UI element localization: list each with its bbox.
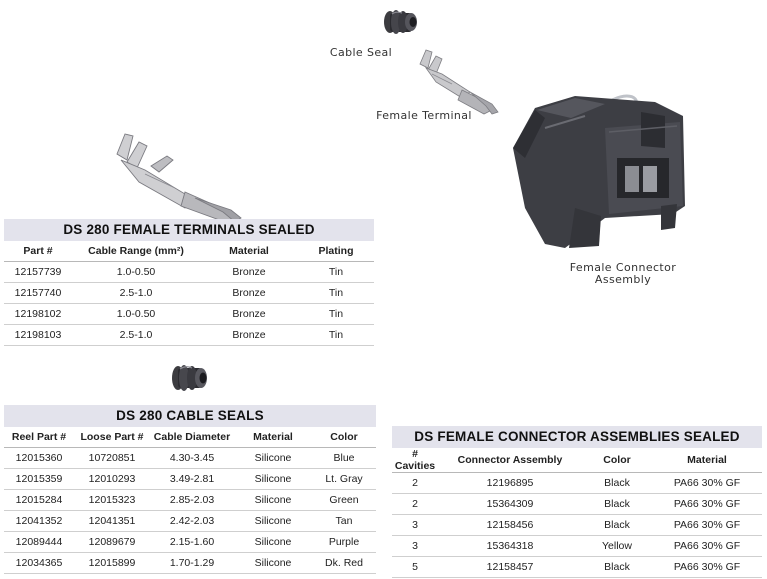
cable-seal-caption: Cable Seal <box>329 46 393 59</box>
cell: Silicone <box>234 553 312 574</box>
cell: 12158457 <box>438 557 582 578</box>
cell: 12157739 <box>4 262 72 283</box>
connector-assemblies-header-row <box>392 448 762 473</box>
cell: 15364309 <box>438 494 582 515</box>
cell: 12089679 <box>74 532 150 553</box>
cell: Bronze <box>200 304 298 325</box>
cell: 2 <box>392 494 438 515</box>
terminals-table-title: DS 280 FEMALE TERMINALS SEALED <box>4 219 374 241</box>
cable-seals-header-row <box>4 427 376 448</box>
cell: 12015899 <box>74 553 150 574</box>
cell: Tan <box>312 511 376 532</box>
cell: Black <box>582 473 652 494</box>
cell: 12015360 <box>4 448 74 469</box>
cell: 2.5-1.0 <box>72 283 200 304</box>
cell: 1.70-1.29 <box>150 553 234 574</box>
cell: 12198103 <box>4 325 72 346</box>
cell: Silicone <box>234 490 312 511</box>
header-material: Material <box>200 241 298 262</box>
cell: PA66 30% GF <box>652 494 762 515</box>
female-terminal-large-image <box>105 126 255 224</box>
cell: 5 <box>392 557 438 578</box>
cell: Silicone <box>234 511 312 532</box>
header-loose-part: Loose Part # <box>74 427 150 448</box>
cell: 12089444 <box>4 532 74 553</box>
table-row <box>4 448 376 469</box>
cell: Tin <box>298 325 374 346</box>
cell: 12198102 <box>4 304 72 325</box>
cell: Black <box>582 557 652 578</box>
cell: 2.85-2.03 <box>150 490 234 511</box>
table-row <box>392 473 762 494</box>
cell: Tin <box>298 283 374 304</box>
cell: 2.15-1.60 <box>150 532 234 553</box>
cell: 12196895 <box>438 473 582 494</box>
female-connector-assembly-caption-line1: Female Connector <box>569 261 677 274</box>
header-part: Part # <box>4 241 72 262</box>
cell: 3 <box>392 536 438 557</box>
cell: Tin <box>298 262 374 283</box>
cell: Bronze <box>200 325 298 346</box>
header-cable-diameter: Cable Diameter <box>150 427 234 448</box>
cell: PA66 30% GF <box>652 515 762 536</box>
cell: 3.49-2.81 <box>150 469 234 490</box>
table-row <box>4 553 376 574</box>
header-cavities: # Cavities <box>392 448 438 473</box>
female-connector-assembly-caption-line2: Assembly <box>594 273 652 286</box>
cell: PA66 30% GF <box>652 536 762 557</box>
cell: 12158456 <box>438 515 582 536</box>
cell: 4.30-3.45 <box>150 448 234 469</box>
cell: Silicone <box>234 448 312 469</box>
header-color: Color <box>582 448 652 473</box>
cell: 10720851 <box>74 448 150 469</box>
cell: Black <box>582 515 652 536</box>
cell: Bronze <box>200 283 298 304</box>
table-row <box>4 511 376 532</box>
connector-assemblies-table-title: DS FEMALE CONNECTOR ASSEMBLIES SEALED <box>392 426 762 448</box>
cell: 15364318 <box>438 536 582 557</box>
cell: 1.0-0.50 <box>72 304 200 325</box>
cell: 2 <box>392 473 438 494</box>
table-row <box>392 557 762 578</box>
female-connector-assembly-image <box>505 88 695 256</box>
cell: 12010293 <box>74 469 150 490</box>
cell: Lt. Gray <box>312 469 376 490</box>
table-row <box>4 532 376 553</box>
cell: 12157740 <box>4 283 72 304</box>
cell: 12034365 <box>4 553 74 574</box>
cell: Silicone <box>234 532 312 553</box>
header-reel-part: Reel Part # <box>4 427 74 448</box>
cell: Green <box>312 490 376 511</box>
cell: PA66 30% GF <box>652 473 762 494</box>
table-row <box>4 283 374 304</box>
connector-assemblies-table <box>392 426 762 578</box>
header-plating: Plating <box>298 241 374 262</box>
cell: 12041351 <box>74 511 150 532</box>
cell: Yellow <box>582 536 652 557</box>
cell: Purple <box>312 532 376 553</box>
cable-seals-table-title: DS 280 CABLE SEALS <box>4 405 376 427</box>
cable-seal-image <box>378 4 426 46</box>
cell: 3 <box>392 515 438 536</box>
table-row <box>4 304 374 325</box>
table-row <box>392 515 762 536</box>
terminals-header-row <box>4 241 374 262</box>
cell: PA66 30% GF <box>652 557 762 578</box>
cell: 1.0-0.50 <box>72 262 200 283</box>
table-row <box>4 490 376 511</box>
cell: Bronze <box>200 262 298 283</box>
cell: Black <box>582 494 652 515</box>
cell: 12015359 <box>4 469 74 490</box>
header-cable-range: Cable Range (mm²) <box>72 241 200 262</box>
female-terminal-caption: Female Terminal <box>376 109 472 122</box>
cell: 12041352 <box>4 511 74 532</box>
table-row <box>4 262 374 283</box>
cell: 12015284 <box>4 490 74 511</box>
header-material: Material <box>234 427 312 448</box>
header-material: Material <box>652 448 762 473</box>
cell: 2.5-1.0 <box>72 325 200 346</box>
cell: 2.42-2.03 <box>150 511 234 532</box>
cell: Dk. Red <box>312 553 376 574</box>
header-color: Color <box>312 427 376 448</box>
cell: Blue <box>312 448 376 469</box>
terminals-table <box>4 219 374 346</box>
cell: 12015323 <box>74 490 150 511</box>
table-row <box>4 325 374 346</box>
cell: Tin <box>298 304 374 325</box>
cable-seal-small-image <box>166 358 218 400</box>
header-connector-assembly: Connector Assembly <box>438 448 582 473</box>
cable-seals-table <box>4 405 376 574</box>
table-row <box>392 494 762 515</box>
table-row <box>4 469 376 490</box>
table-row <box>392 536 762 557</box>
female-terminal-image <box>412 44 507 116</box>
cell: Silicone <box>234 469 312 490</box>
